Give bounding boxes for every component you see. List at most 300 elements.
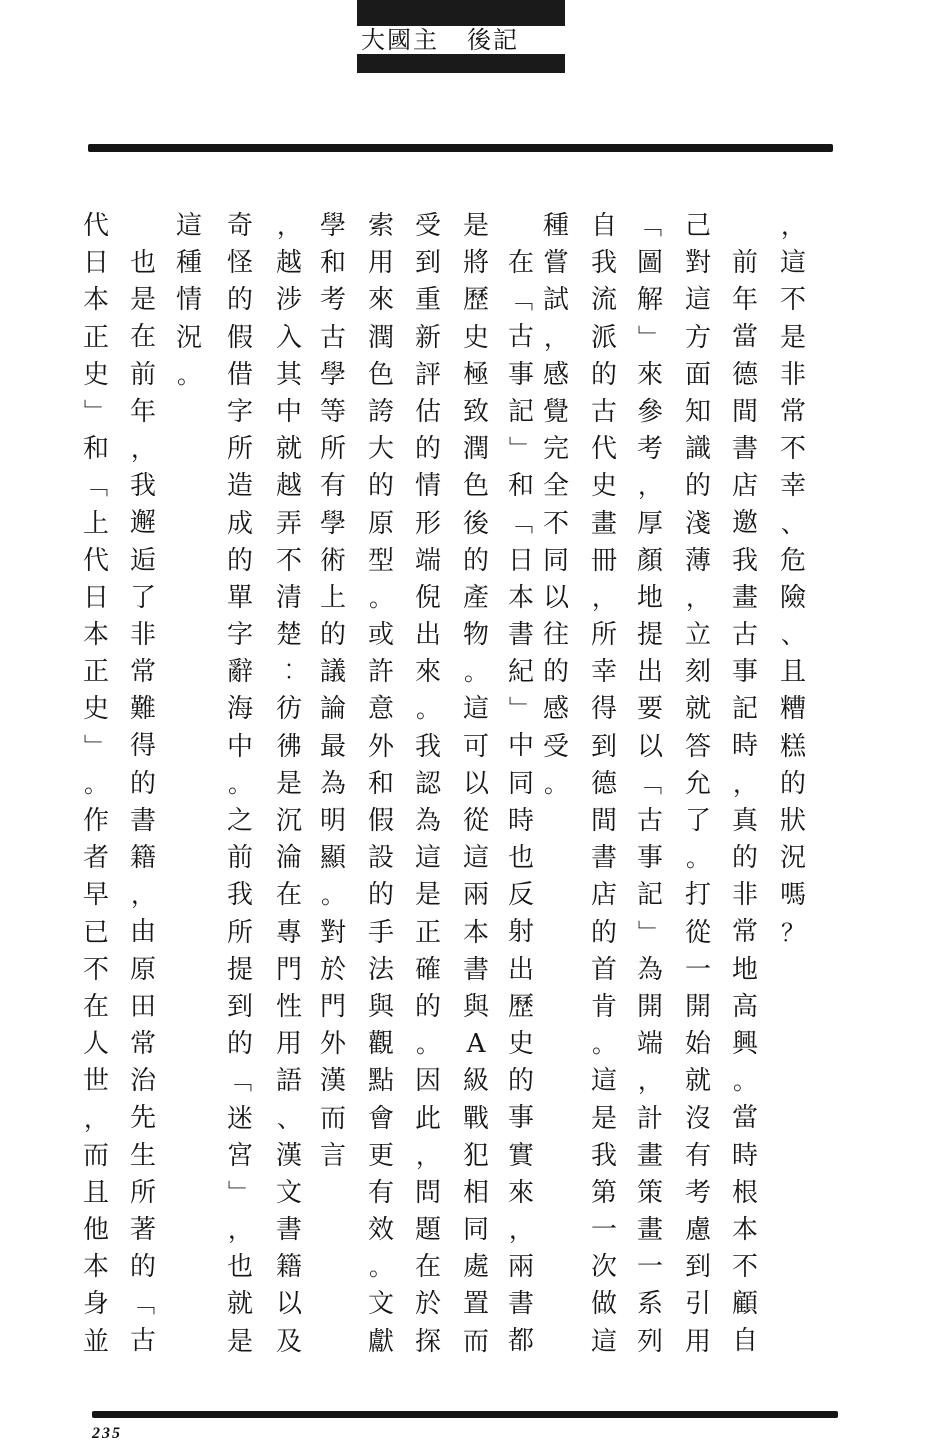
text-char: 日: [82, 248, 109, 279]
text-char: 從: [684, 917, 711, 948]
text-char: ，: [781, 212, 805, 240]
text-char: 在: [507, 248, 534, 278]
text-char: 顯: [319, 843, 346, 874]
text-column: [503, 245, 539, 1361]
text-char: 畫: [590, 508, 617, 539]
text-char: 同: [462, 1215, 489, 1246]
text-char: 。: [369, 1253, 393, 1282]
text-char: 這: [175, 211, 202, 241]
text-char: 這: [590, 1066, 617, 1097]
text-char: 圖: [636, 248, 663, 279]
text-char: 弄: [275, 508, 302, 539]
text-char: 書: [129, 805, 156, 836]
text-char: 這: [590, 1326, 617, 1357]
text-char: 我: [590, 248, 617, 279]
text-char: 其: [275, 359, 302, 390]
text-char: 代: [590, 434, 617, 465]
text-char: 策: [636, 1177, 663, 1208]
text-char: 。: [733, 1067, 757, 1096]
text-char: 地: [636, 582, 663, 613]
text-char: 而: [82, 1140, 109, 1171]
text-char: 實: [507, 1140, 534, 1171]
text-char: 學: [319, 508, 346, 539]
text-char: 型: [367, 545, 394, 576]
text-char: ﹁: [638, 769, 662, 798]
text-char: 到: [226, 991, 253, 1022]
text-char: 全: [542, 471, 569, 502]
text-char: 、: [277, 1104, 301, 1133]
text-char: 古: [129, 1326, 156, 1357]
text-char: 本: [82, 1252, 109, 1283]
text-char: 糕: [779, 731, 806, 762]
text-char: 非: [779, 359, 806, 390]
text-char: 字: [226, 620, 253, 651]
text-char: 上: [82, 508, 109, 539]
text-char: 假: [367, 806, 394, 836]
text-char: 史: [82, 694, 109, 725]
text-char: 常: [129, 1028, 156, 1059]
text-char: 也: [507, 843, 534, 873]
text-char: 考: [636, 434, 663, 465]
text-char: 辭: [226, 657, 253, 688]
text-char: 是: [779, 322, 806, 353]
text-char: 語: [275, 1066, 302, 1097]
text-char: 專: [275, 917, 302, 948]
text-char: 系: [636, 1289, 663, 1320]
text-char: 對: [319, 917, 346, 948]
text-char: ﹂: [84, 397, 108, 426]
text-char: 設: [367, 843, 394, 874]
text-char: 書: [275, 1215, 302, 1246]
text-char: 。: [544, 769, 568, 798]
text-char: ，: [509, 1215, 533, 1244]
text-char: ﹁: [84, 472, 108, 501]
text-char: 倪: [414, 582, 441, 613]
text-char: 。: [177, 360, 201, 389]
text-char: 參: [636, 396, 663, 427]
text-char: 這: [414, 843, 441, 874]
text-char: 受: [542, 731, 569, 762]
text-char: ，: [638, 472, 662, 501]
text-char: 種: [175, 248, 202, 279]
text-char: 並: [82, 1326, 109, 1357]
text-char: 是: [275, 768, 302, 799]
text-char: 會: [367, 1103, 394, 1134]
text-char: 流: [590, 285, 617, 316]
text-char: 相: [462, 1177, 489, 1208]
text-char: 常: [779, 396, 806, 427]
text-char: 幸: [590, 657, 617, 688]
text-char: 文: [367, 1289, 394, 1320]
text-char: 記: [731, 694, 758, 725]
text-char: 原: [129, 954, 156, 985]
text-char: 來: [367, 285, 394, 316]
text-column: [315, 208, 351, 1175]
text-char: 單: [226, 582, 253, 613]
text-char: 端: [414, 545, 441, 576]
text-char: 所: [226, 917, 253, 948]
text-char: 年: [731, 285, 758, 316]
text-char: 的: [319, 620, 346, 651]
text-char: 開: [636, 991, 663, 1022]
text-char: 效: [367, 1215, 394, 1246]
text-char: 也: [226, 1252, 253, 1283]
text-char: 古: [590, 396, 617, 427]
text-char: 。: [84, 769, 108, 798]
text-char: ？: [781, 918, 805, 947]
text-char: 難: [129, 694, 156, 725]
text-column: [727, 245, 763, 1361]
text-char: 事: [507, 1103, 534, 1134]
text-char: 漢: [319, 1066, 346, 1097]
text-char: ，: [131, 881, 155, 910]
text-char: 德: [590, 768, 617, 799]
text-char: 。: [592, 1030, 616, 1059]
text-char: 解: [636, 285, 663, 316]
text-char: 的: [779, 768, 806, 799]
text-char: 也: [129, 248, 156, 278]
text-char: 以: [462, 768, 489, 799]
text-char: 就: [226, 1289, 253, 1320]
text-char: 中: [507, 731, 534, 762]
text-char: 狀: [779, 806, 806, 836]
text-char: 的: [590, 359, 617, 390]
text-char: 時: [731, 1140, 758, 1171]
text-char: 探: [414, 1326, 441, 1357]
text-char: 置: [462, 1289, 489, 1320]
text-char: 的: [731, 843, 758, 873]
text-column: [222, 208, 258, 1361]
text-char: 顏: [636, 545, 663, 576]
text-char: 代: [82, 211, 109, 241]
text-char: ﹁: [228, 1067, 252, 1096]
text-char: 計: [636, 1103, 663, 1134]
text-char: 為: [636, 954, 663, 985]
text-char: ﹁: [509, 286, 533, 315]
text-char: 索: [367, 211, 394, 241]
text-char: 時: [507, 805, 534, 836]
text-char: 不: [542, 508, 569, 539]
text-char: 在: [414, 1252, 441, 1283]
text-char: 來: [414, 657, 441, 688]
text-char: 感: [542, 359, 569, 390]
text-char: 所: [129, 1177, 156, 1208]
text-char: 面: [684, 359, 711, 390]
text-char: 和: [507, 471, 534, 502]
text-char: 的: [507, 1066, 534, 1097]
text-char: ，: [544, 323, 568, 352]
text-char: 況: [175, 322, 202, 353]
text-char: 色: [462, 471, 489, 502]
text-char: 邂: [129, 508, 156, 539]
text-char: ，: [84, 1104, 108, 1133]
text-char: 淺: [684, 508, 711, 539]
text-char: ，: [131, 434, 155, 463]
text-char: 歷: [462, 285, 489, 316]
text-char: 古: [731, 619, 758, 650]
text-char: 借: [226, 359, 253, 390]
text-char: 同: [542, 545, 569, 576]
text-char: 本: [462, 917, 489, 948]
text-char: 日: [82, 582, 109, 613]
text-char: 中: [226, 731, 253, 762]
text-char: ，: [416, 1141, 440, 1170]
text-char: 覺: [542, 396, 569, 427]
text-char: 不: [779, 285, 806, 316]
text-char: 識: [684, 434, 711, 465]
text-char: 兩: [462, 880, 489, 911]
text-char: 考: [319, 285, 346, 316]
text-char: 顧: [731, 1289, 758, 1320]
text-char: 書: [507, 619, 534, 650]
text-char: 情: [175, 285, 202, 316]
text-char: 同: [507, 768, 534, 799]
text-char: 記: [636, 880, 663, 911]
text-char: 且: [779, 657, 806, 688]
text-char: 古: [319, 322, 346, 353]
text-column: [78, 208, 114, 1361]
text-char: 要: [636, 694, 663, 725]
text-char: 以: [542, 582, 569, 613]
text-char: 等: [319, 396, 346, 427]
text-char: 或: [367, 620, 394, 651]
text-char: 是: [462, 211, 489, 241]
text-char: 人: [82, 1029, 109, 1060]
text-column: [125, 245, 161, 1361]
text-char: 記: [507, 396, 534, 427]
text-char: 此: [414, 1103, 441, 1134]
text-char: 越: [275, 248, 302, 279]
text-char: 況: [779, 843, 806, 874]
text-char: 來: [507, 1177, 534, 1208]
section-title: 後記: [467, 26, 519, 54]
text-char: 問: [414, 1177, 441, 1208]
text-char: 次: [590, 1252, 617, 1283]
text-char: 。: [686, 844, 710, 873]
text-char: 田: [129, 991, 156, 1022]
text-char: 代: [82, 545, 109, 576]
text-char: 真: [731, 805, 758, 836]
text-char: 的: [226, 285, 253, 316]
text-char: 這: [462, 843, 489, 874]
text-char: 高: [731, 991, 758, 1022]
text-char: 新: [414, 322, 441, 353]
text-char: 不: [779, 434, 806, 465]
text-char: 世: [82, 1066, 109, 1097]
text-char: 級: [462, 1066, 489, 1097]
text-char: 古: [507, 322, 534, 353]
text-char: 門: [275, 954, 302, 985]
text-char: 幸: [779, 471, 806, 502]
text-char: 本: [82, 620, 109, 651]
text-column: [680, 208, 716, 1361]
text-char: 邀: [731, 508, 758, 539]
text-char: 評: [414, 359, 441, 390]
text-char: 是: [590, 1103, 617, 1134]
text-char: 我: [129, 471, 156, 502]
text-char: 著: [129, 1214, 156, 1245]
text-char: 店: [590, 880, 617, 911]
text-char: 興: [731, 1028, 758, 1059]
book-title: 大國主: [361, 26, 439, 54]
text-char: 學: [319, 359, 346, 390]
text-char: 在: [82, 991, 109, 1022]
text-char: 危: [779, 545, 806, 576]
text-char: ﹁: [509, 509, 533, 538]
text-char: 沉: [275, 806, 302, 836]
text-char: 對: [684, 248, 711, 279]
text-column: [271, 208, 307, 1361]
text-char: 德: [731, 359, 758, 390]
text-char: ，: [733, 769, 757, 798]
text-char: ﹂: [228, 1178, 252, 1207]
text-char: 形: [414, 508, 441, 539]
text-char: 這: [462, 694, 489, 725]
text-char: 所: [319, 434, 346, 465]
text-char: 前: [731, 248, 758, 278]
text-char: ，: [638, 1067, 662, 1096]
text-char: ︰: [277, 658, 301, 687]
text-char: 受: [414, 211, 441, 241]
text-char: 論: [319, 694, 346, 725]
text-char: 嘗: [542, 248, 569, 279]
text-char: 開: [684, 991, 711, 1022]
text-char: 端: [636, 1029, 663, 1060]
text-char: 一: [684, 954, 711, 985]
text-char: 出: [636, 657, 663, 688]
text-char: 籍: [275, 1252, 302, 1283]
text-char: 前: [226, 843, 253, 874]
text-char: 後: [462, 508, 489, 539]
text-char: 之: [226, 806, 253, 836]
text-column: [586, 208, 622, 1361]
text-char: 年: [129, 396, 156, 427]
text-char: 涉: [275, 285, 302, 316]
text-char: 越: [275, 471, 302, 502]
text-char: 有: [367, 1177, 394, 1208]
text-char: 成: [226, 508, 253, 539]
text-char: 的: [590, 917, 617, 948]
text-char: 而: [319, 1103, 346, 1134]
text-char: 上: [319, 582, 346, 613]
text-char: 就: [684, 1066, 711, 1097]
text-char: 極: [462, 359, 489, 390]
text-char: 獻: [367, 1326, 394, 1357]
text-char: 知: [684, 396, 711, 427]
text-char: 議: [319, 657, 346, 688]
text-char: 漢: [275, 1140, 302, 1171]
text-char: 歷: [507, 991, 534, 1022]
text-char: 為: [319, 768, 346, 799]
text-char: 時: [731, 731, 758, 762]
text-char: 這: [779, 248, 806, 279]
text-char: 治: [129, 1066, 156, 1097]
bottom-rule: [92, 1411, 838, 1418]
text-char: 大: [367, 434, 394, 465]
text-char: 且: [82, 1177, 109, 1208]
text-char: 得: [590, 694, 617, 725]
text-column: [410, 208, 446, 1361]
text-char: 當: [731, 1103, 758, 1134]
text-char: 本: [82, 285, 109, 316]
text-char: 史: [82, 359, 109, 390]
text-char: 彿: [275, 731, 302, 762]
text-char: 列: [636, 1326, 663, 1357]
text-char: 史: [507, 1028, 534, 1059]
text-char: 非: [731, 880, 758, 911]
text-char: ﹁: [131, 1290, 155, 1319]
header-top-bar: [357, 0, 565, 26]
text-char: 試: [542, 285, 569, 316]
text-char: 為: [414, 806, 441, 836]
text-char: 學: [319, 211, 346, 241]
text-char: 反: [507, 880, 534, 911]
text-char: 原: [367, 508, 394, 539]
text-char: 、: [781, 621, 805, 650]
text-char: 立: [684, 620, 711, 651]
text-char: 有: [684, 1140, 711, 1171]
text-char: 在: [275, 880, 302, 911]
text-char: 書: [507, 1289, 534, 1320]
text-char: 畫: [731, 582, 758, 613]
text-char: 入: [275, 322, 302, 353]
text-char: 早: [82, 880, 109, 911]
text-char: 情: [414, 471, 441, 502]
text-char: 感: [542, 694, 569, 725]
text-char: 慮: [684, 1215, 711, 1246]
text-char: 題: [414, 1215, 441, 1246]
text-char: 就: [275, 434, 302, 465]
text-char: 意: [367, 694, 394, 725]
text-char: 方: [684, 322, 711, 353]
text-char: 楚: [275, 620, 302, 651]
text-char: 。: [228, 769, 252, 798]
text-char: 根: [731, 1177, 758, 1208]
text-char: 我: [590, 1140, 617, 1171]
text-char: 者: [82, 843, 109, 874]
text-char: 事: [636, 843, 663, 874]
text-char: 本: [507, 582, 534, 613]
text-char: 他: [82, 1215, 109, 1246]
text-char: 紀: [507, 657, 534, 688]
text-char: 當: [731, 322, 758, 353]
text-char: 潤: [462, 434, 489, 465]
text-char: 史: [462, 322, 489, 353]
text-char: 不: [82, 954, 109, 985]
text-char: 。: [369, 583, 393, 612]
text-char: 。: [416, 695, 440, 724]
text-char: 始: [684, 1029, 711, 1060]
text-char: 的: [414, 991, 441, 1022]
text-char: ﹂: [509, 695, 533, 724]
text-char: 色: [367, 359, 394, 390]
text-char: ，: [686, 583, 710, 612]
text-char: 厚: [636, 508, 663, 539]
text-column: [632, 208, 668, 1361]
text-char: 一: [636, 1252, 663, 1283]
text-char: 本: [731, 1214, 758, 1245]
text-char: 手: [367, 917, 394, 948]
text-char: 店: [731, 471, 758, 502]
text-char: 到: [414, 248, 441, 279]
text-char: 是: [226, 1326, 253, 1357]
text-char: 第: [590, 1177, 617, 1208]
running-header-title: [361, 27, 565, 53]
text-char: 籍: [129, 843, 156, 873]
text-char: 估: [414, 396, 441, 427]
text-char: 術: [319, 545, 346, 576]
text-char: 將: [462, 248, 489, 279]
